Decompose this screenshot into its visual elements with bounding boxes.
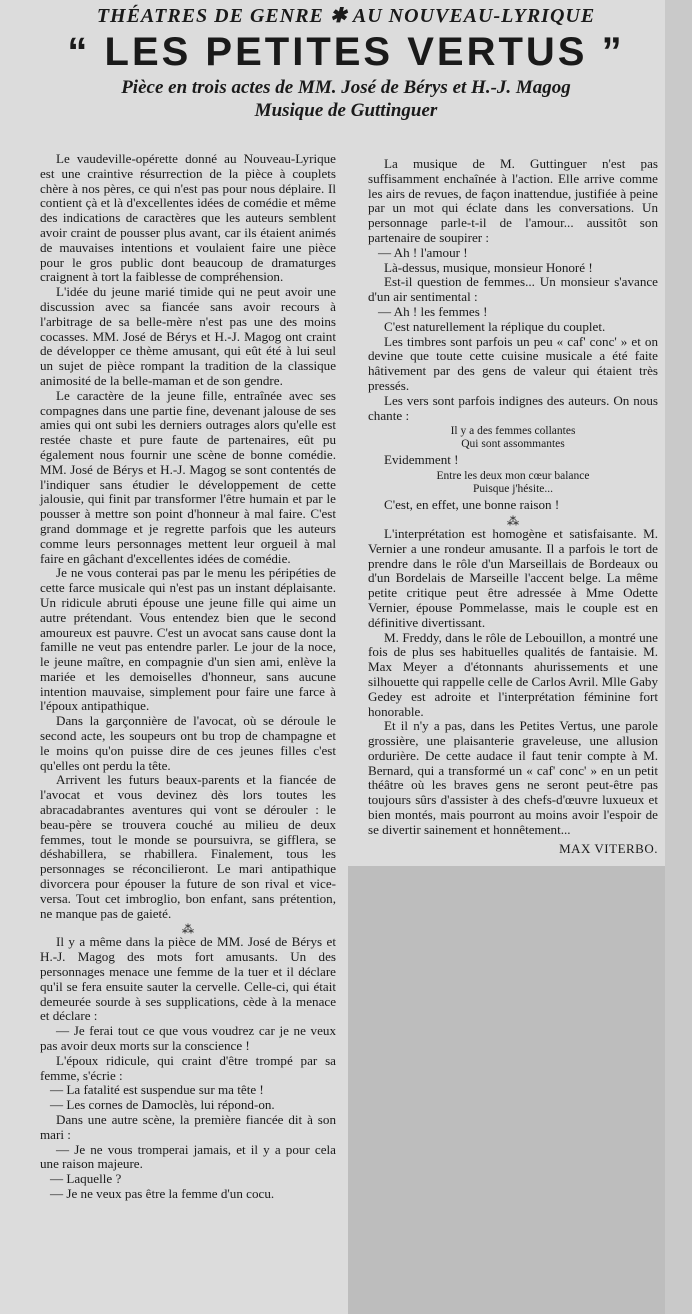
paragraph: Dans une autre scène, la première fiancée dit à son mari : — [40, 1112, 336, 1142]
dialog-line: — Ah ! l'amour ! — [378, 244, 468, 260]
verse-line: Entre les deux mon cœur balance — [436, 470, 590, 483]
article-subtitle: Pièce en trois actes de MM. José de Bérys et H.-J. Magog — [121, 77, 571, 98]
paragraph: Evidemment ! — [384, 452, 459, 468]
article-subtitle-music: Musique de Guttinguer — [254, 100, 438, 121]
paragraph: M. Freddy, dans le rôle de Lebouillon, a montré une fois de plus ses habituelles qualités de fantaisie. M. Max Meyer a d'étonnants ahurissements et une silhouette qui rappelle celle de Carlos Avril. Mlle Gaby Gedey est adroite et l'interprétation féminine fort honorable. — [368, 629, 658, 719]
dialog-line: — Je ferai tout ce que vous voudrez car je ne veux pas avoir deux morts sur la conscience ! — [40, 1023, 336, 1054]
dialog-line: — Les cornes de Damoclès, lui répond-on. — [50, 1097, 275, 1113]
dialog-line: — Je ne vous tromperai jamais, et il y a pour cela une raison majeure. — [40, 1141, 336, 1172]
paragraph: Dans la garçonnière de l'avocat, où se déroule le second acte, les soupeurs ont bu trop de champagne et le moins qu'on puisse dire de ces jeunes filles c'est qu'elles ont perdu la tête. — [40, 713, 336, 773]
dialog-line: — Laquelle ? — [50, 1171, 122, 1187]
dialog-line: — Ah ! les femmes ! — [378, 303, 488, 319]
section-kicker: THÉATRES DE GENRE ✱ AU NOUVEAU-LYRIQUE — [96, 5, 596, 27]
paragraph: C'est, en effet, une bonne raison ! — [384, 497, 560, 513]
paragraph: Le caractère de la jeune fille, entraînée avec ses compagnes dans une partie fine, devenant jalouse de ses amies qui ont subi les derniers outrages alors qu'elle est restée chaste et pure faute de partenaires, eût pu également nous fournir une scène de bonne comédie. MM. José de Bérys et H.-J. Magog se sont contentés de l'indiquer sans étudier le développement de cette jalousie, qui finit par transformer l'être humain et par le pousser à mettre son point d'honneur à mal faire. C'est grand dommage et je regrette parfois que les auteurs comme leurs personnages mettent leur orgueil à mal faire en gâchant d'excellentes idées de comédie. — [40, 387, 336, 566]
verse-block — [368, 425, 658, 451]
article-header — [0, 4, 692, 122]
paragraph: L'idée du jeune marié timide qui ne peut avoir une discussion avec sa fiancée sans avoir recours à l'arbitrage de sa belle-mère n'est pas une des moins cocasses. MM. José de Bérys et H.-J. Magog ont craint de développer ce thème amusant, qui eût été à lui seul un sujet de pièce rompant la tradition de la classique animosité de la belle-maman et de son gendre. — [40, 284, 336, 388]
paragraph: Là-dessus, musique, monsieur Honoré ! — [384, 259, 593, 275]
paragraph: Les timbres sont parfois un peu « caf' conc' » et on devine que toute cette cuisine musicale a été faite hâtivement par des gens de valeur qui étaient très pressés. — [368, 333, 658, 393]
paragraph: Arrivent les futurs beaux-parents et la fiancée de l'avocat et vous devinez dès lors toutes les abracadabrantes aventures qui vont se dérouler : le beau-père se trouvera couché au milieu de deux femmes, tout le monde se poursuivra, se gifflera, se déshabillera, se rhabillera. Finalement, tous les personnages se réconcilieront. Le mari antipathique divorcera pour épouser la future de son rival et vice-versa. Tout cet imbroglio, bon enfant, sans prétention, ne manque pas de gaieté. — [40, 772, 336, 921]
verse-line: Qui sont assommantes — [461, 438, 565, 451]
dialog-line: — Je ne veux pas être la femme d'un cocu. — [50, 1185, 275, 1201]
section-separator: ⁂ — [507, 513, 519, 528]
paragraph: Je ne vous conterai pas par le menu les péripéties de cette farce musicale qui n'est pas un instant déplaisante. Un ridicule abruti épouse une jeune fille qui aime un autre prétendant. Vous entendez bien que le second amoureux est pauvre. C'est un avocat sans cause dont la famille ne veut pas entendre parler. Le jour de la noce, le jeune maître, en compagnie d'un sien ami, enlève la mariée et les demoiselles d'honneur, sans aucune intention mauvaise, simplement pour faire une farce à l'époux antipathique. — [40, 565, 336, 714]
paragraph: Les vers sont parfois indignes des auteurs. On nous chante : — [368, 392, 658, 423]
author-signature: MAX VITERBO. — [559, 840, 658, 856]
paragraph: Il y a même dans la pièce de MM. José de Bérys et H.-J. Magog des mots fort amusants. Un des personnages menace une femme de la tuer et il déclare qu'il se fera ensuite sauter la cervelle. Celle-ci, qui était demeurée sourde à ses supplications, cède à la menace et déclare : — [40, 934, 336, 1024]
blank-area — [348, 866, 665, 1314]
paragraph: Et il n'y a pas, dans les Petites Vertus, une parole grossière, une plaisanterie graveleuse, une allusion ordurière. De cette audace il faut tenir compte à M. Bernard, qui a transformé un « caf' conc' » en un petit théâtre où les braves gens ne seront peut-être pas toujours sûrs d'assister à des chefs-d'œuvre luxueux et bien montés, mais pourront au moins avoir l'espoir de se divertir sainement et honnêtement... — [368, 718, 658, 837]
paragraph: Le vaudeville-opérette donné au Nouveau-Lyrique est une craintive résurrection de la pièce à couplets chère à nos pères, ce qui n'est pas pour nous déplaire. Il contient çà et là d'excellentes idées de comédie et même des indications de caractères que les auteurs semblent avoir craint de pousser plus avant, car ils étaient animés de mauvaises intentions et voulaient faire une pièce pour le gros public dont beaucoup de dramaturges craignent à tort la faiblesse de compréhension. — [40, 151, 336, 285]
dialog-line: — La fatalité est suspendue sur ma tête ! — [50, 1082, 264, 1098]
verse-block — [368, 470, 658, 496]
verse-line: Puisque j'hésite... — [472, 483, 553, 496]
paragraph: L'interprétation est homogène et satisfaisante. M. Vernier a une rondeur amusante. Il a parfois le tort de prendre dans le rôle d'un Marseillais de Bordeaux ou d'un Bordelais de Marseille l'accent belge. La même petite critique peut être adressée à Mme Odette Vernier, épouse Pommelasse, mais le couple est en définitive divertissant. — [368, 525, 658, 630]
section-separator: ⁂ — [182, 922, 194, 937]
paragraph: Est-il question de femmes... Un monsieur s'avance d'un air sentimental : — [368, 274, 658, 305]
paragraph: C'est naturellement la réplique du couplet. — [384, 318, 606, 334]
paragraph: L'époux ridicule, qui craint d'être trompé par sa femme, s'écrie : — [40, 1052, 336, 1083]
verse-line: Il y a des femmes collantes — [450, 425, 576, 438]
paragraph: La musique de M. Guttinguer n'est pas suffisamment enchaînée à l'action. Elle arrive comme les airs de revues, de façon inattendue, justifiée à peine par un mot qui éclate dans les conversations. Un personnage parle-t-il de l'amour... aussitôt son partenaire de soupirer : — [368, 156, 658, 245]
left-column — [40, 152, 336, 1202]
article-title: “ LES PETITES VERTUS ” — [67, 30, 625, 74]
right-column — [368, 157, 658, 856]
